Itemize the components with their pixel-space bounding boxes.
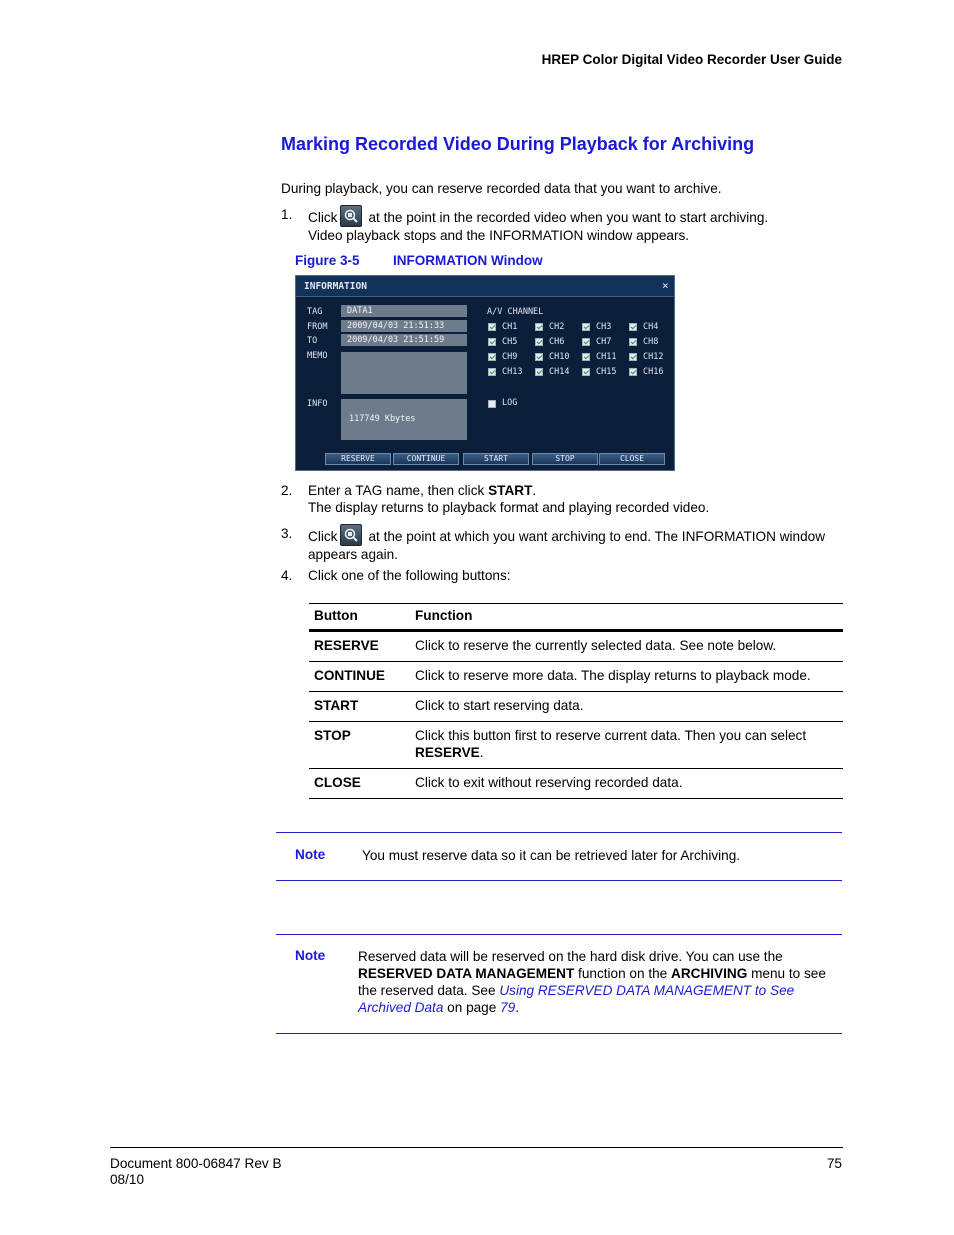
table-row	[309, 662, 843, 692]
note-box-1	[276, 832, 842, 881]
channel-label: CH2	[549, 322, 565, 332]
table-cell-button: CLOSE	[309, 769, 410, 799]
channel-checkbox-ch6[interactable]	[535, 338, 543, 346]
av-channel-label: A/V CHANNEL	[487, 307, 544, 317]
info-value: 117749 Kbytes	[349, 414, 416, 424]
table-cell-function: Click to reserve the currently selected data. See note below.	[410, 631, 843, 662]
channel-label: CH8	[643, 337, 659, 347]
channel-label: CH3	[596, 322, 612, 332]
information-window	[295, 275, 675, 471]
table-cell-button: RESERVE	[309, 631, 410, 662]
start-button[interactable]: START	[463, 453, 529, 465]
table-cell-button: START	[309, 692, 410, 722]
channel-checkbox-ch16[interactable]	[629, 368, 637, 376]
step-2-line2: The display returns to playback format and playing recorded video.	[308, 500, 710, 515]
channel-checkbox-ch4[interactable]	[629, 323, 637, 331]
step-4-number: 4.	[281, 568, 293, 583]
note-2-t4: the reserved data. See	[358, 983, 500, 998]
note-2-b2: ARCHIVING	[671, 966, 748, 981]
note-2-t6: .	[515, 1000, 519, 1015]
channel-checkbox-ch1[interactable]	[488, 323, 496, 331]
footer-rule	[110, 1147, 843, 1148]
step-3-number: 3.	[281, 526, 293, 541]
channel-label: CH12	[643, 352, 664, 362]
step-1-post: at the point in the recorded video when you want to start archiving.	[368, 210, 769, 225]
table-cell-function: Click to reserve more data. The display returns to playback mode.	[410, 662, 843, 692]
step-3-text	[308, 524, 825, 563]
button-function-table	[309, 603, 843, 799]
archived-data-link[interactable]: Archived Data	[358, 1000, 444, 1015]
figure-label: Figure 3-5	[295, 253, 360, 268]
note-2-b1: RESERVED DATA MANAGEMENT	[358, 966, 575, 981]
tag-label: TAG	[307, 307, 323, 317]
table-cell-button: CONTINUE	[309, 662, 410, 692]
table-cell-button: STOP	[309, 722, 410, 769]
channel-label: CH15	[596, 367, 617, 377]
reserve-button[interactable]: RESERVE	[325, 453, 391, 465]
channel-checkbox-ch13[interactable]	[488, 368, 496, 376]
channel-checkbox-ch10[interactable]	[535, 353, 543, 361]
window-close-button[interactable]: CLOSE	[599, 453, 665, 465]
note-2-text	[358, 948, 842, 1016]
tag-input[interactable]: DATA1	[341, 305, 467, 317]
step-2-bold: START	[488, 483, 533, 498]
archive-mark-icon	[340, 524, 362, 546]
footer-page-number: 75	[826, 1156, 842, 1171]
step-2-post: .	[532, 483, 537, 498]
channel-checkbox-ch14[interactable]	[535, 368, 543, 376]
step-4-text: Click one of the following buttons:	[308, 568, 511, 583]
step-3-pre: Click	[308, 529, 338, 544]
footer-document: Document 800-06847 Rev B	[110, 1156, 282, 1171]
step-3-line2: appears again.	[308, 547, 398, 562]
log-label: LOG	[502, 398, 518, 408]
info-label: INFO	[307, 399, 328, 409]
window-close-icon[interactable]: ×	[662, 279, 669, 292]
note-2-t5: on page	[443, 1000, 501, 1015]
table-header-function: Function	[410, 604, 843, 631]
section-title: Marking Recorded Video During Playback for Archiving	[281, 134, 755, 154]
step-1-text	[308, 205, 768, 244]
note-1-label: Note	[295, 847, 326, 862]
table-cell-function: Click to start reserving data.	[410, 692, 843, 722]
table-cell-function	[410, 722, 843, 769]
table-row	[309, 722, 843, 769]
channel-label: CH4	[643, 322, 659, 332]
step-2-text	[308, 482, 709, 516]
channel-label: CH11	[596, 352, 617, 362]
channel-checkbox-ch3[interactable]	[582, 323, 590, 331]
stop-function-text: Click this button first to reserve current data. Then you can select	[415, 728, 807, 743]
table-cell-function: Click to exit without reserving recorded data.	[410, 769, 843, 799]
channel-checkbox-ch9[interactable]	[488, 353, 496, 361]
channel-label: CH1	[502, 322, 518, 332]
channel-label: CH6	[549, 337, 565, 347]
channel-label: CH10	[549, 352, 570, 362]
archive-mark-icon	[340, 205, 362, 227]
continue-button[interactable]: CONTINUE	[393, 453, 459, 465]
step-3-post: at the point at which you want archiving to end. The INFORMATION window	[368, 529, 826, 544]
to-label: TO	[307, 336, 318, 346]
table-header-row	[309, 604, 843, 631]
from-label: FROM	[307, 322, 328, 332]
channel-label: CH7	[596, 337, 612, 347]
channel-checkbox-ch5[interactable]	[488, 338, 496, 346]
table-row	[309, 692, 843, 722]
from-field: 2009/04/03 21:51:33	[341, 320, 467, 332]
channel-label: CH9	[502, 352, 518, 362]
running-header: HREP Color Digital Video Recorder User Guide	[541, 52, 842, 67]
step-2-number: 2.	[281, 483, 293, 498]
stop-function-end: .	[479, 745, 484, 760]
memo-label: MEMO	[307, 351, 328, 361]
channel-label: CH5	[502, 337, 518, 347]
channel-label: CH14	[549, 367, 570, 377]
memo-textarea[interactable]	[341, 352, 467, 394]
channel-checkbox-ch7[interactable]	[582, 338, 590, 346]
channel-checkbox-ch11[interactable]	[582, 353, 590, 361]
stop-button[interactable]: STOP	[532, 453, 598, 465]
channel-checkbox-ch12[interactable]	[629, 353, 637, 361]
channel-label: CH13	[502, 367, 523, 377]
log-checkbox[interactable]	[488, 400, 496, 408]
note-2-t2: function on the	[574, 966, 672, 981]
page-79-link[interactable]: 79	[500, 1000, 516, 1015]
channel-checkbox-ch15[interactable]	[582, 368, 590, 376]
intro-paragraph: During playback, you can reserve recorded data that you want to archive.	[281, 181, 722, 196]
reserved-data-management-link[interactable]: Using RESERVED DATA MANAGEMENT to See	[499, 983, 795, 998]
table-header-button: Button	[309, 604, 410, 631]
to-field: 2009/04/03 21:51:59	[341, 334, 467, 346]
step-2-pre: Enter a TAG name, then click	[308, 483, 489, 498]
figure-caption: INFORMATION Window	[393, 253, 543, 268]
step-1-pre: Click	[308, 210, 338, 225]
footer-date: 08/10	[110, 1172, 145, 1187]
note-1-text: You must reserve data so it can be retrieved later for Archiving.	[362, 848, 741, 863]
window-title: INFORMATION	[304, 281, 367, 292]
channel-checkbox-ch2[interactable]	[535, 323, 543, 331]
note-box-2	[276, 934, 842, 1034]
note-2-t1: Reserved data will be reserved on the hard disk drive. You can use the	[358, 949, 783, 964]
step-1-line2: Video playback stops and the INFORMATION window appears.	[308, 228, 690, 243]
channel-label: CH16	[643, 367, 664, 377]
note-2-label: Note	[295, 948, 326, 963]
table-row	[309, 631, 843, 662]
channel-checkbox-ch8[interactable]	[629, 338, 637, 346]
step-1-number: 1.	[281, 207, 293, 222]
note-2-t3: menu to see	[747, 966, 826, 981]
stop-function-bold: RESERVE	[415, 745, 480, 760]
table-row	[309, 769, 843, 799]
